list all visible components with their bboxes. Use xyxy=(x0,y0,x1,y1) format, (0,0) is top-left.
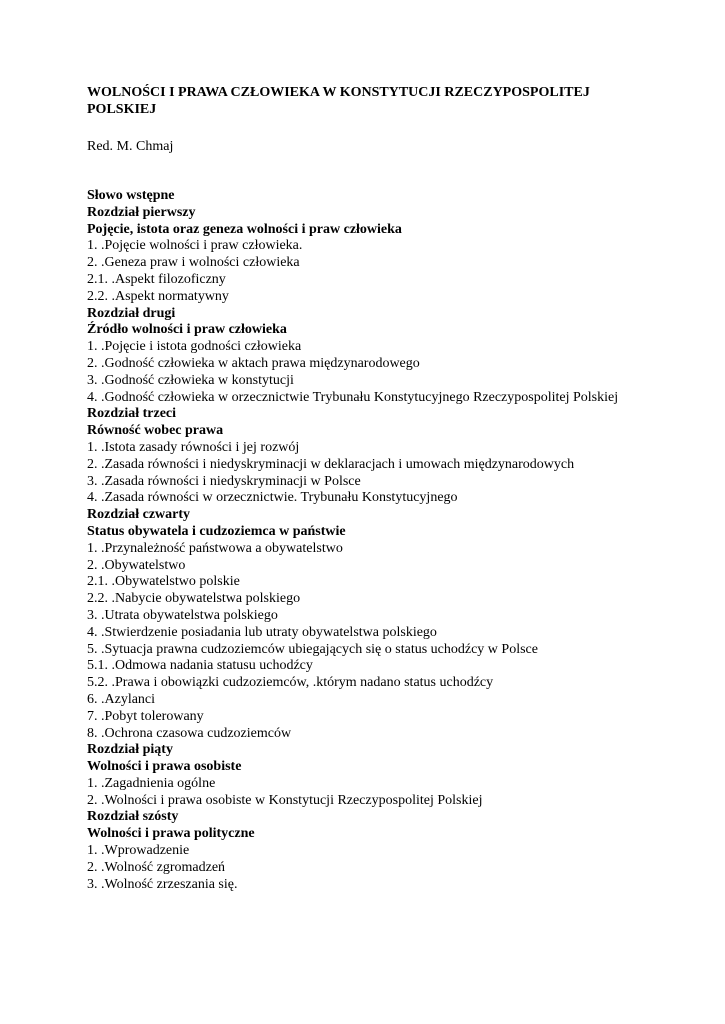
toc-heading: Wolności i prawa polityczne xyxy=(87,826,255,842)
editor-line: Red. M. Chmaj xyxy=(87,139,174,154)
toc-entry: 2.2. .Nabycie obywatelstwa polskiego xyxy=(87,591,301,607)
toc-heading: Rozdział szósty xyxy=(87,809,179,825)
toc-entry: 2. .Godność człowieka w aktach prawa międzynarodowego xyxy=(87,355,420,371)
document-title: WOLNOŚCI I PRAWA CZŁOWIEKA W KONSTYTUCJI RZECZYPOSPOLITEJ POLSKIEJ xyxy=(87,85,590,117)
toc-entry: 5. .Sytuacja prawna cudzoziemców ubiegających się o status uchodźcy w Polsce xyxy=(87,641,538,657)
toc-heading: Rozdział drugi xyxy=(87,305,176,321)
toc-entry: 5.2. .Prawa i obowiązki cudzoziemców, .którym nadano status uchodźcy xyxy=(87,675,494,691)
toc-heading: Źródło wolności i praw człowieka xyxy=(87,322,287,338)
document-page xyxy=(87,84,647,893)
toc-entry: 1. .Pojęcie i istota godności człowieka xyxy=(87,339,302,355)
toc-heading: Status obywatela i cudzoziemca w państwie xyxy=(87,523,346,539)
toc-heading: Rozdział piąty xyxy=(87,742,173,758)
toc-heading: Wolności i prawa osobiste xyxy=(87,759,242,775)
toc-entry: 5.1. .Odmowa nadania statusu uchodźcy xyxy=(87,658,313,674)
toc-entry: 1. .Istota zasady równości i jej rozwój xyxy=(87,439,300,455)
toc-entry: 7. .Pobyt tolerowany xyxy=(87,708,204,724)
toc-entry: 3. .Zasada równości i niedyskryminacji w Polsce xyxy=(87,473,361,489)
toc-heading: Słowo wstępne xyxy=(87,188,175,203)
toc-heading: Pojęcie, istota oraz geneza wolności i praw człowieka xyxy=(87,221,402,237)
toc-heading: Rozdział czwarty xyxy=(87,507,191,523)
toc-heading: Równość wobec prawa xyxy=(87,423,224,439)
toc-entry: 1. .Pojęcie wolności i praw człowieka. xyxy=(87,238,303,254)
toc-entry: 2.2. .Aspekt normatywny xyxy=(87,288,229,304)
toc-entry: 6. .Azylanci xyxy=(87,691,156,707)
toc-entry: 2.1. .Obywatelstwo polskie xyxy=(87,574,240,590)
toc-entry: 1. .Wprowadzenie xyxy=(87,843,190,859)
toc-heading: Rozdział trzeci xyxy=(87,406,177,422)
toc-entry: 2.1. .Aspekt filozoficzny xyxy=(87,271,226,287)
toc-entry: 2. .Wolność zgromadzeń xyxy=(87,859,226,875)
toc-entry: 4. .Stwierdzenie posiadania lub utraty obywatelstwa polskiego xyxy=(87,624,437,640)
toc-entry: 4. .Zasada równości w orzecznictwie. Trybunału Konstytucyjnego xyxy=(87,490,458,506)
table-of-contents xyxy=(87,188,647,893)
toc-entry: 2. .Geneza praw i wolności człowieka xyxy=(87,255,300,271)
toc-entry: 4. .Godność człowieka w orzecznictwie Trybunału Konstytucyjnego Rzeczypospolitej Polskiej xyxy=(87,389,619,405)
toc-entry: 1. .Przynależność państwowa a obywatelstwo xyxy=(87,540,343,556)
toc-entry: 2. .Obywatelstwo xyxy=(87,557,186,573)
toc-entry: 3. .Wolność zrzeszania się. xyxy=(87,876,238,892)
toc-entry: 3. .Utrata obywatelstwa polskiego xyxy=(87,607,278,623)
toc-entry: 3. .Godność człowieka w konstytucji xyxy=(87,372,294,388)
toc-entry: 2. .Wolności i prawa osobiste w Konstytucji Rzeczypospolitej Polskiej xyxy=(87,792,483,808)
toc-heading: Rozdział pierwszy xyxy=(87,204,196,220)
toc-entry: 8. .Ochrona czasowa cudzoziemców xyxy=(87,725,292,741)
toc-entry: 1. .Zagadnienia ogólne xyxy=(87,775,216,791)
toc-entry: 2. .Zasada równości i niedyskryminacji w deklaracjach i umowach międzynarodowych xyxy=(87,456,575,472)
